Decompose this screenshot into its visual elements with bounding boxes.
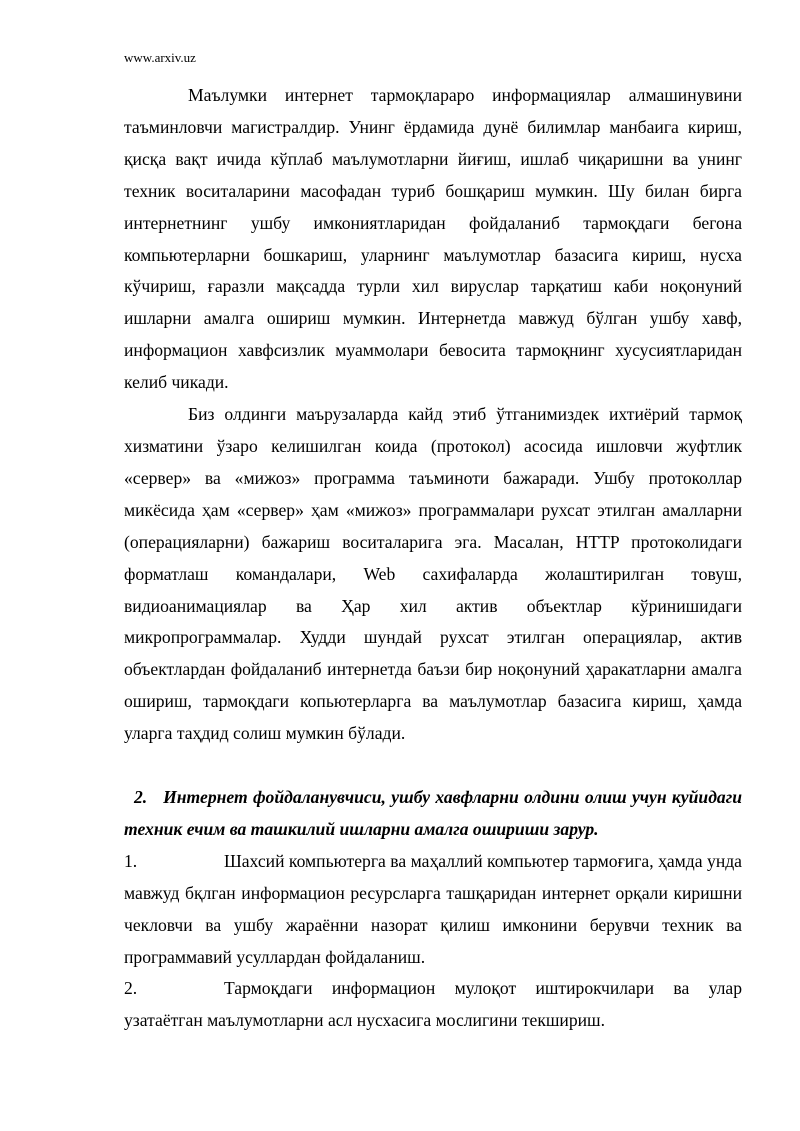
- site-header: www.arxiv.uz: [124, 50, 196, 65]
- spacer: [124, 750, 742, 782]
- list-item: [124, 973, 742, 1037]
- list-item-text: Тармоқдаги информацион мулоқот иштирокчилари ва улар узатаётган маълумотларни асл нусхасига мослигини текшириш.: [124, 978, 742, 1031]
- paragraph-2: Биз олдинги маърузаларда кайд этиб ўтганимиздек ихтиёрий тармоқ хизматини ўзаро келишилган коида (протокол) асосида ишловчи жуфтлик «сервер» ва «мижоз» программа таъминоти бажаради. Ушбу протоколлар микёсида ҳам «сервер» ҳам «мижоз» программалари рухсат этилган амалларни (операцияларни) бажариш воситаларига эга. Масалан, HTTP протоколидаги форматлаш командалари, Web сахифаларда жолаштирилган товуш, видиоанимациялар ва Ҳар хил актив объектлар кўринишидаги микропрограммалар. Худди шундай рухсат этилган операциялар, актив объектлардан фойдаланиб интернетда баъзи бир ноқонуний ҳаракатларни амалга ошириш, тармоқдаги копьютерларга ва маълумотлар базасига кириш, ҳамда уларга таҳдид солиш мумкин бўлади.: [124, 404, 742, 744]
- paragraph-1: Маълумки интернет тармоқлараро информациялар алмашинувини таъминловчи магистралдир. Унинг ёрдамида дунё билимлар манбаига кириш, қисқа вақт ичида кўплаб маълумотларни йиғиш, ишлаб чиқаришни ва унинг техник воситаларини масофадан туриб бошқариш мумкин. Шу билан бирга интернетнинг ушбу имкониятларидан фойдаланиб тармоқдаги бегона компьютерларни бошкариш, уларнинг маълумотлар базасига кириш, нусха кўчириш, ғаразли мақсадда турли хил вируслар тарқатиш каби ноқонуний ишларни амалга ошириш мумкин. Интернетда мавжуд бўлган ушбу хавф, информацион хавфсизлик муаммолари бевосита тармоқнинг хусусиятларидан келиб чикади.: [124, 85, 742, 393]
- list-item-text: Шахсий компьютерга ва маҳаллий компьютер тармоғига, ҳамда унда мавжуд бқлган информацион ресурсларга ташқаридан интернет орқали киришни чекловчи ва ушбу жараённи назорат қилиш имконини берувчи техник ва программавий усуллардан фойдаланиш.: [124, 850, 742, 967]
- list-item: [124, 846, 742, 974]
- section-number: 2.: [134, 787, 148, 808]
- section-title: Интернет фойдаланувчиси, ушбу хавфларни олдини олиш учун куйидаги техник ечим ва ташкилий ишларни амалга ошириши зарур.: [124, 787, 742, 839]
- list-item-number: 2.: [124, 978, 138, 999]
- document-body: [124, 80, 742, 1037]
- list-item-number: 1.: [124, 850, 138, 871]
- section-heading: [124, 782, 742, 846]
